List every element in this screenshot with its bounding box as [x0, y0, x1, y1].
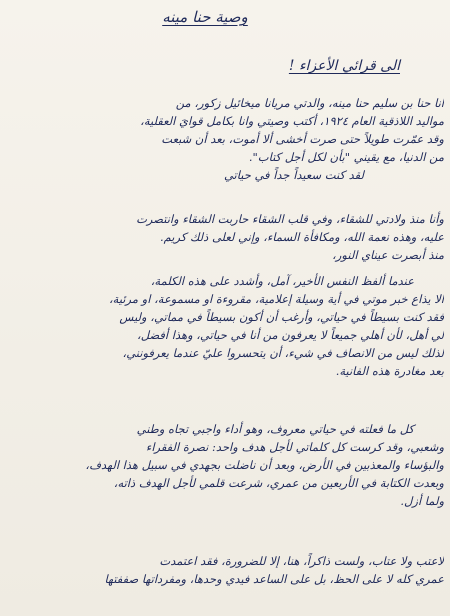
text-line: منذ أبصرت عيناي النور، [332, 248, 444, 262]
text-line: وبعدت الكتابة في الأربعين من عمري، شرعت قلمي لأجل الهدف ذاته، [113, 476, 444, 490]
text-line: لي أهل، لأن أهلي جميعاً لا يعرفون من أنا في حياتي، وهذا أفضل، [137, 328, 444, 342]
text-line: كل ما فعلته في حياتي معروف، وهو أداء واجبي تجاه وطني [136, 422, 414, 436]
text-line: الا يذاع خبر موتي في أية وسيلة إعلامية، مقروءة او مسموعة، او مرئية، [108, 292, 444, 306]
text-line: ولما أزل. [400, 494, 444, 508]
text-line: فقد كنت بسيطاً في حياتي، وأرغب أن أكون بسيطاً في مماتي، وليس [119, 310, 444, 324]
text-line: لاعتب ولا عتاب، ولست ذاكراً، هنا، إلا للضرورة، فقد اعتمدت [159, 554, 444, 568]
text-line: عمري كله لا على الحظ، بل على الساعد فيدي وحدها، ومفرداتها صففتها [104, 572, 444, 586]
text-line: لقد كنت سعيداً جداً في حياتي [223, 168, 364, 182]
text-line: مواليد اللاذقية العام ١٩٢٤، أكتب وصيتي وانا بكامل قوايَ العقلية، [140, 114, 444, 128]
text-line: لذلك ليس من الانصاف في شيء، أن يتحسروا عليّ عندما يعرفونني، [122, 346, 444, 360]
salutation: الى قرائي الأعزاء ! [288, 58, 400, 74]
paragraph-3 [8, 272, 444, 380]
text-line: وقد عمّرت طويلاً حتى صرت أخشى ألا أموت، بعد أن شبعت [161, 132, 444, 146]
paragraph-5 [8, 552, 444, 588]
paragraph-4 [8, 420, 444, 510]
text-line: عندما ألفظ النفس الأخير، آمل، وأشدد على هذه الكلمة، [150, 274, 414, 288]
text-line: وشعبي، وقد كرست كل كلماتي لأجل هدف واحد: نصرة الفقراء [145, 440, 444, 454]
text-line: عليه، وهذه نعمة الله، ومكافأة السماء، وإني لعلى ذلك كريم. [160, 230, 444, 244]
text-line: وأنا منذ ولادتي للشقاء، وفي قلب الشقاء حاربت الشقاء وانتصرت [136, 212, 444, 226]
paragraph-2 [8, 210, 444, 264]
text-line: بعد مغادرة هذه الفانية. [335, 364, 444, 378]
text-line: من الدنيا، مع يقيني "بأن لكل أجل كتاب". [248, 150, 444, 164]
text-line: انا حنا بن سليم حنا مينه، والدتي مريانا ميخائيل زكور، من [175, 96, 444, 110]
letter-title: وصية حنا مينه [162, 8, 248, 26]
text-line: والبؤساء والمعذبين في الأرض، وبعد أن ناضلت بجهدي في سبيل هذا الهدف، [85, 458, 444, 472]
paragraph-1 [8, 94, 444, 184]
